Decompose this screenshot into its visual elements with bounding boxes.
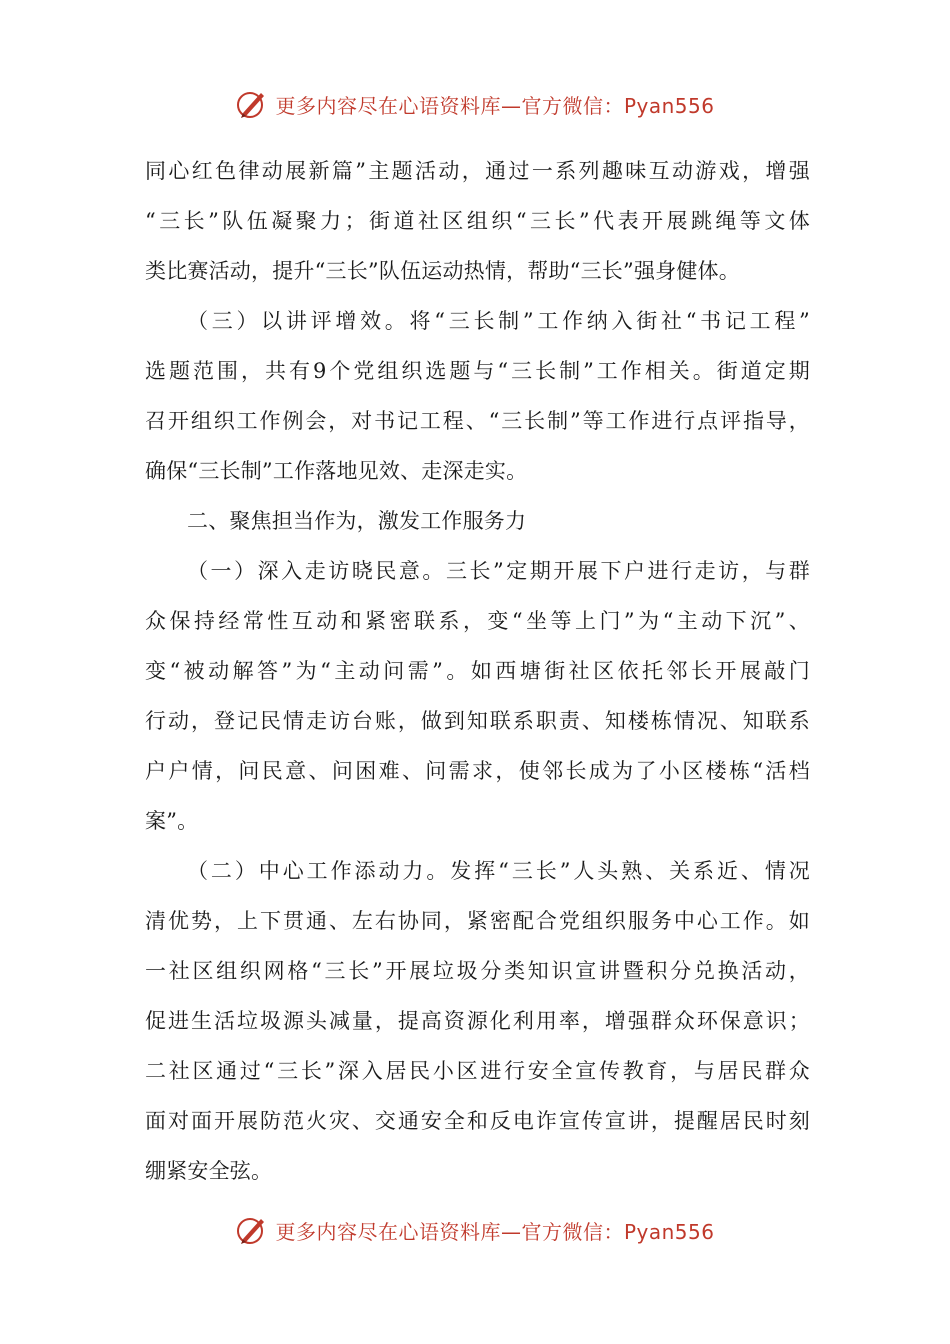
paragraph-line: 同心红色律动展新篇”主题活动，通过一系列趣味互动游戏，增强	[145, 159, 810, 183]
document-body	[145, 146, 810, 1196]
paragraph-line: 绷紧安全弦。	[145, 1159, 273, 1183]
footer-watermark	[0, 1208, 950, 1252]
paragraph-line: （三）以讲评增效。将“三长制”工作纳入街社“书记工程”	[187, 309, 810, 333]
paragraph-line: “三长”队伍凝聚力；街道社区组织“三长”代表开展跳绳等文体	[145, 209, 810, 233]
paragraph-line: 一社区组织网格“三长”开展垃圾分类知识宣讲暨积分兑换活动，	[145, 959, 810, 983]
paragraph-line: 促进生活垃圾源头减量，提高资源化利用率，增强群众环保意识；	[145, 1009, 810, 1033]
paragraph-line: 变“被动解答”为“主动问需”。如西塘街社区依托邻长开展敲门	[145, 659, 810, 683]
paragraph-line: 二社区通过“三长”深入居民小区进行安全宣传教育，与居民群众	[145, 1059, 810, 1083]
paragraph-line: 案”。	[145, 809, 199, 833]
watermark-text: 更多内容尽在心语资料库—官方微信：Pyan556	[275, 1219, 715, 1244]
paragraph-line: 众保持经常性互动和紧密联系，变“坐等上门”为“主动下沉”、	[145, 609, 810, 633]
pen-logo-icon	[235, 1213, 269, 1247]
paragraph-line: 清优势，上下贯通、左右协同，紧密配合党组织服务中心工作。如	[145, 909, 810, 933]
paragraph-line: 户户情，问民意、问困难、问需求，使邻长成为了小区楼栋“活档	[145, 759, 810, 783]
paragraph-line: 行动，登记民情走访台账，做到知联系职责、知楼栋情况、知联系	[145, 709, 810, 733]
header-watermark	[0, 82, 950, 126]
section-heading: 二、聚焦担当作为，激发工作服务力	[187, 509, 527, 533]
paragraph-line: （一）深入走访晓民意。三长”定期开展下户进行走访，与群	[187, 559, 810, 583]
paragraph-line: 确保“三长制”工作落地见效、走深走实。	[145, 459, 528, 483]
paragraph-line: 类比赛活动，提升“三长”队伍运动热情，帮助“三长”强身健体。	[145, 259, 740, 283]
pen-logo-icon	[235, 87, 269, 121]
paragraph-line: 召开组织工作例会，对书记工程、“三长制”等工作进行点评指导，	[145, 409, 810, 433]
paragraph-line: 选题范围，共有9个党组织选题与“三长制”工作相关。街道定期	[145, 359, 810, 383]
paragraph-line: 面对面开展防范火灾、交通安全和反电诈宣传宣讲，提醒居民时刻	[145, 1109, 810, 1133]
paragraph-line: （二）中心工作添动力。发挥“三长”人头熟、关系近、情况	[187, 859, 810, 883]
watermark-text: 更多内容尽在心语资料库—官方微信：Pyan556	[275, 93, 715, 118]
